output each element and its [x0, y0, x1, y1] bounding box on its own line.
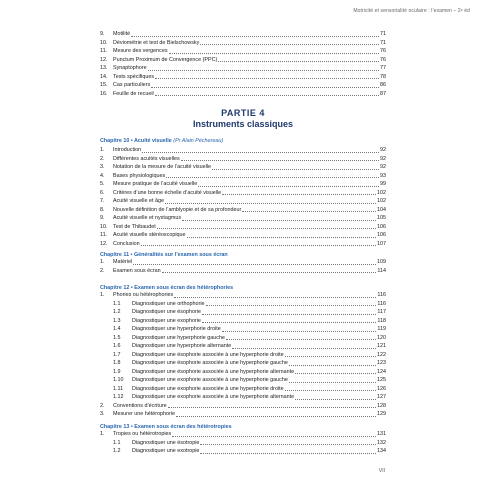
entry-title: Nouvelle définition de l’amblyopie et de sa profondeur	[113, 206, 242, 213]
dot-leader	[218, 59, 379, 62]
running-head: Motricité et sensorialité oculaire : l’examen – 2ᵉ éd	[353, 8, 470, 14]
entry-title: Mesurer une hétérophorie	[113, 411, 176, 417]
entry-number: 2.	[100, 155, 105, 162]
dot-leader	[166, 175, 379, 178]
dot-leader	[289, 380, 376, 383]
entry-page: 106	[377, 223, 386, 230]
entry-page: 76	[380, 56, 386, 63]
entry-page: 121	[377, 343, 386, 349]
entry-title: Acuité visuelle et âge	[113, 198, 164, 204]
entry-number: 11.	[100, 232, 108, 238]
entry-number: 9.	[100, 31, 105, 37]
toc-entry[interactable]	[100, 393, 386, 402]
entry-page: 99	[380, 181, 386, 187]
toc-entry[interactable]	[100, 410, 386, 419]
entry-number: 1.7	[113, 351, 121, 358]
entry-title: Bases physiologiques	[113, 172, 166, 179]
entry-number: 5.	[100, 181, 105, 187]
toc-entry[interactable]	[100, 317, 386, 326]
entry-title: Diagnostiquer une exotropie	[132, 448, 200, 454]
toc-entry[interactable]	[100, 231, 386, 240]
entry-page: 78	[380, 73, 386, 80]
entry-title: Diagnostiquer une ésophorie associée à une hyperphorie gauche	[132, 360, 288, 366]
entry-page: 107	[377, 240, 386, 247]
dot-leader	[133, 262, 376, 265]
entry-title: Diagnostiquer une hyperphorie droite	[132, 326, 221, 332]
entry-number: 3.	[100, 164, 105, 170]
entry-page: 109	[377, 259, 386, 265]
toc-entry[interactable]	[100, 172, 386, 181]
entry-page: 126	[377, 385, 386, 392]
entry-title: Punctum Proximum de Convergence (PPC)	[113, 56, 218, 63]
entry-title: Déviométrie et test de Bielschowsky	[113, 39, 200, 46]
entry-title: Diagnostiquer une hyperphorie gauche	[132, 334, 225, 341]
dot-leader	[141, 243, 376, 246]
toc-entry[interactable]	[100, 90, 386, 99]
entry-page: 102	[377, 198, 386, 204]
toc-entry[interactable]	[100, 300, 386, 309]
entry-number: 1.5	[113, 334, 121, 341]
entry-page: 116	[377, 300, 386, 307]
dot-leader	[131, 34, 379, 37]
entry-number: 1.2	[113, 309, 121, 315]
entry-title: Notation de la mesure de l’acuité visuelle	[113, 164, 211, 170]
entry-number: 1.12	[113, 394, 124, 400]
chapter-13-entries	[100, 430, 386, 456]
entry-title: Mesure des vergences	[113, 48, 168, 54]
dot-leader	[142, 150, 379, 153]
dot-leader	[200, 442, 376, 445]
entry-title: Critères d’une bonne échelle d’acuité visuelle	[113, 189, 222, 196]
dot-leader	[232, 346, 376, 349]
entry-number: 12.	[100, 240, 108, 247]
entry-page: 114	[377, 267, 386, 274]
entry-number: 6.	[100, 189, 105, 196]
dot-leader	[155, 76, 379, 79]
toc-entry[interactable]	[100, 81, 386, 90]
entry-number: 1.	[100, 147, 105, 153]
entry-title: Diagnostiquer une ésotropie	[132, 439, 200, 446]
entry-number: 1.	[100, 292, 105, 298]
entry-number: 1.11	[113, 385, 124, 392]
entry-page: 76	[380, 48, 386, 54]
entry-page: 118	[377, 317, 386, 324]
entry-title: Diagnostiquer une exophorie	[132, 317, 201, 324]
dot-leader	[172, 434, 376, 437]
dot-leader	[182, 218, 376, 221]
entry-number: 9.	[100, 215, 105, 221]
entry-page: 71	[380, 39, 386, 46]
entry-title: Diagnostiquer une exophorie associée à une hyperphorie gauche	[132, 377, 288, 383]
chapter-10-heading	[100, 138, 386, 144]
entry-page: 77	[380, 65, 386, 71]
entry-page: 132	[377, 439, 386, 446]
dot-leader	[242, 209, 376, 212]
entry-title: Feuille de recueil	[113, 90, 154, 97]
toc-entry[interactable]	[100, 39, 386, 48]
entry-title: Motilité	[113, 31, 131, 37]
entry-page: 71	[380, 31, 386, 37]
dot-leader	[168, 405, 376, 408]
entry-number: 16.	[100, 90, 108, 97]
toc-entry[interactable]	[100, 430, 386, 439]
entry-number: 8.	[100, 206, 105, 213]
toc-entry[interactable]	[100, 64, 386, 73]
toc-entry[interactable]	[100, 342, 386, 351]
toc-top-list	[100, 30, 386, 98]
entry-number: 4.	[100, 172, 105, 179]
entry-number: 12.	[100, 56, 108, 63]
dot-leader	[157, 226, 376, 229]
entry-number: 3.	[100, 411, 105, 417]
dot-leader	[198, 184, 379, 187]
toc-entry[interactable]	[100, 308, 386, 317]
entry-page: 117	[377, 309, 386, 315]
part-label: PARTIE 4	[221, 108, 265, 118]
dot-leader	[226, 337, 376, 340]
dot-leader	[212, 167, 379, 170]
entry-page: 116	[377, 292, 386, 298]
entry-number: 1.8	[113, 360, 121, 366]
toc-entry[interactable]	[100, 240, 386, 249]
entry-number: 1.3	[113, 317, 121, 324]
toc-entry[interactable]	[100, 180, 386, 189]
entry-page: 104	[377, 206, 386, 213]
entry-page: 127	[377, 394, 386, 400]
entry-page: 105	[377, 215, 386, 221]
toc-entry[interactable]	[100, 351, 386, 360]
dot-leader	[176, 414, 376, 417]
entry-title: Tests spécifiques	[113, 73, 155, 80]
page-number: VII	[378, 468, 385, 474]
entry-number: 1.6	[113, 343, 121, 349]
toc-entry[interactable]	[100, 146, 386, 155]
entry-number: 15.	[100, 82, 108, 88]
entry-page: 122	[377, 351, 386, 358]
entry-number: 7.	[100, 198, 105, 204]
entry-number: 13.	[100, 65, 108, 71]
entry-number: 10.	[100, 39, 108, 46]
chapter-12-entries	[100, 291, 386, 419]
entry-page: 106	[377, 232, 386, 238]
entry-page: 92	[380, 147, 386, 153]
dot-leader	[285, 388, 376, 391]
entry-number: 1.1	[113, 439, 121, 446]
entry-title: Synaptophore	[113, 65, 147, 71]
dot-leader	[202, 312, 376, 315]
chapter-author: (Pr Alain Péchereau)	[173, 138, 224, 144]
toc-entry[interactable]	[100, 73, 386, 82]
dot-leader	[206, 303, 377, 306]
toc-entry[interactable]	[100, 163, 386, 172]
toc-entry[interactable]	[100, 402, 386, 411]
part-heading	[100, 108, 386, 129]
toc-entry[interactable]	[100, 439, 386, 448]
dot-leader	[222, 329, 377, 332]
dot-leader	[174, 295, 376, 298]
toc-entry[interactable]	[100, 359, 386, 368]
entry-title: Examen sous écran	[113, 267, 161, 274]
entry-page: 92	[380, 164, 386, 170]
entry-title: Diagnostiquer une ésophorie associée à une hyperphorie droite	[132, 351, 284, 358]
toc-entry[interactable]	[100, 447, 386, 456]
entry-number: 11.	[100, 48, 108, 54]
dot-leader	[200, 451, 376, 454]
entry-title: Diagnostiquer une hyperphorie alternante	[132, 343, 232, 349]
entry-page: 134	[377, 448, 386, 454]
entry-page: 120	[377, 334, 386, 341]
entry-title: Diagnostiquer une exophorie associée à une hyperphorie alternante	[132, 394, 295, 400]
toc-entry[interactable]	[100, 385, 386, 394]
toc-entry[interactable]	[100, 334, 386, 343]
entry-page: 93	[380, 172, 386, 179]
chapter-11-entries	[100, 258, 386, 275]
entry-page: 123	[377, 360, 386, 366]
entry-page: 131	[377, 431, 386, 437]
dot-leader	[187, 235, 376, 238]
entry-title: Mesure pratique de l’acuité visuelle	[113, 181, 198, 187]
dot-leader	[222, 192, 376, 195]
entry-title: Conventions d’écriture	[113, 402, 167, 409]
entry-page: 86	[380, 82, 386, 88]
entry-number: 1.2	[113, 448, 121, 454]
toc-entry[interactable]	[100, 214, 386, 223]
entry-page: 87	[380, 90, 386, 97]
entry-title: Acuité visuelle stéréoscopique	[113, 232, 186, 238]
entry-page: 124	[377, 368, 386, 375]
entry-page: 125	[377, 377, 386, 383]
entry-title: Introduction	[113, 147, 142, 153]
toc-entry[interactable]	[100, 206, 386, 215]
entry-title: Tropies ou hétérotropies	[113, 431, 172, 437]
entry-title: Différentes acuités visuelles	[113, 155, 180, 162]
toc-entry[interactable]	[100, 155, 386, 164]
entry-title: Conclusion	[113, 240, 140, 247]
entry-title: Diagnostiquer une ésophorie associée à une hyperphorie alternante	[132, 368, 295, 375]
entry-title: Acuité visuelle et nystagmus	[113, 215, 182, 221]
entry-number: 1.10	[113, 377, 124, 383]
toc-entry[interactable]	[100, 56, 386, 65]
dot-leader	[165, 201, 376, 204]
toc-entry[interactable]	[100, 47, 386, 56]
entry-page: 129	[377, 411, 386, 417]
dot-leader	[295, 371, 376, 374]
entry-page: 92	[380, 155, 386, 162]
toc-entry[interactable]	[100, 325, 386, 334]
toc-entry[interactable]	[100, 368, 386, 377]
chapter-10-entries	[100, 146, 386, 248]
chapter-title: Chapitre 12 • Examen sous écran des hétérophories	[100, 285, 234, 291]
entry-title: Phories ou hétérophories	[113, 292, 174, 298]
entry-title: Diagnostiquer une orthophorie	[132, 300, 205, 307]
dot-leader	[181, 158, 379, 161]
dot-leader	[200, 42, 379, 45]
dot-leader	[162, 270, 377, 273]
toc-entry[interactable]	[100, 197, 386, 206]
chapter-title: Chapitre 13 • Examen sous écran des hétérotropies	[100, 424, 232, 430]
entry-number: 1.4	[113, 326, 121, 332]
entry-page: 128	[377, 402, 386, 409]
entry-number: 2.	[100, 267, 105, 274]
toc-entry[interactable]	[100, 376, 386, 385]
entry-number: 1.	[100, 259, 105, 265]
entry-number: 1.	[100, 431, 105, 437]
entry-number: 14.	[100, 73, 108, 80]
toc-entry[interactable]	[100, 291, 386, 300]
chapter-title: Chapitre 10 • Acuité visuelle	[100, 138, 172, 144]
dot-leader	[155, 93, 379, 96]
entry-number: 2.	[100, 402, 105, 409]
entry-title: Cas particuliers	[113, 82, 151, 88]
entry-title: Matériel	[113, 259, 133, 265]
dot-leader	[202, 320, 376, 323]
dot-leader	[151, 85, 379, 88]
entry-page: 102	[377, 189, 386, 196]
chapter-title: Chapitre 11 • Généralités sur l’examen sous écran	[100, 252, 228, 258]
toc-entry[interactable]	[100, 223, 386, 232]
entry-number: 1.1	[113, 300, 121, 307]
toc-entry[interactable]	[100, 267, 386, 276]
dot-leader	[169, 51, 379, 54]
dot-leader	[148, 68, 379, 71]
dot-leader	[295, 397, 376, 400]
toc-entry[interactable]	[100, 30, 386, 39]
part-title: Instruments classiques	[192, 119, 294, 129]
toc-entry[interactable]	[100, 189, 386, 198]
entry-title: Test de Thibaudet	[113, 223, 156, 230]
dot-leader	[285, 354, 376, 357]
entry-page: 119	[377, 326, 386, 332]
entry-number: 1.9	[113, 368, 121, 375]
dot-leader	[289, 363, 376, 366]
toc-entry[interactable]	[100, 258, 386, 267]
entry-title: Diagnostiquer une ésophorie	[132, 309, 201, 315]
entry-title: Diagnostiquer une exophorie associée à une hyperphorie droite	[132, 385, 284, 392]
entry-number: 10.	[100, 223, 108, 230]
